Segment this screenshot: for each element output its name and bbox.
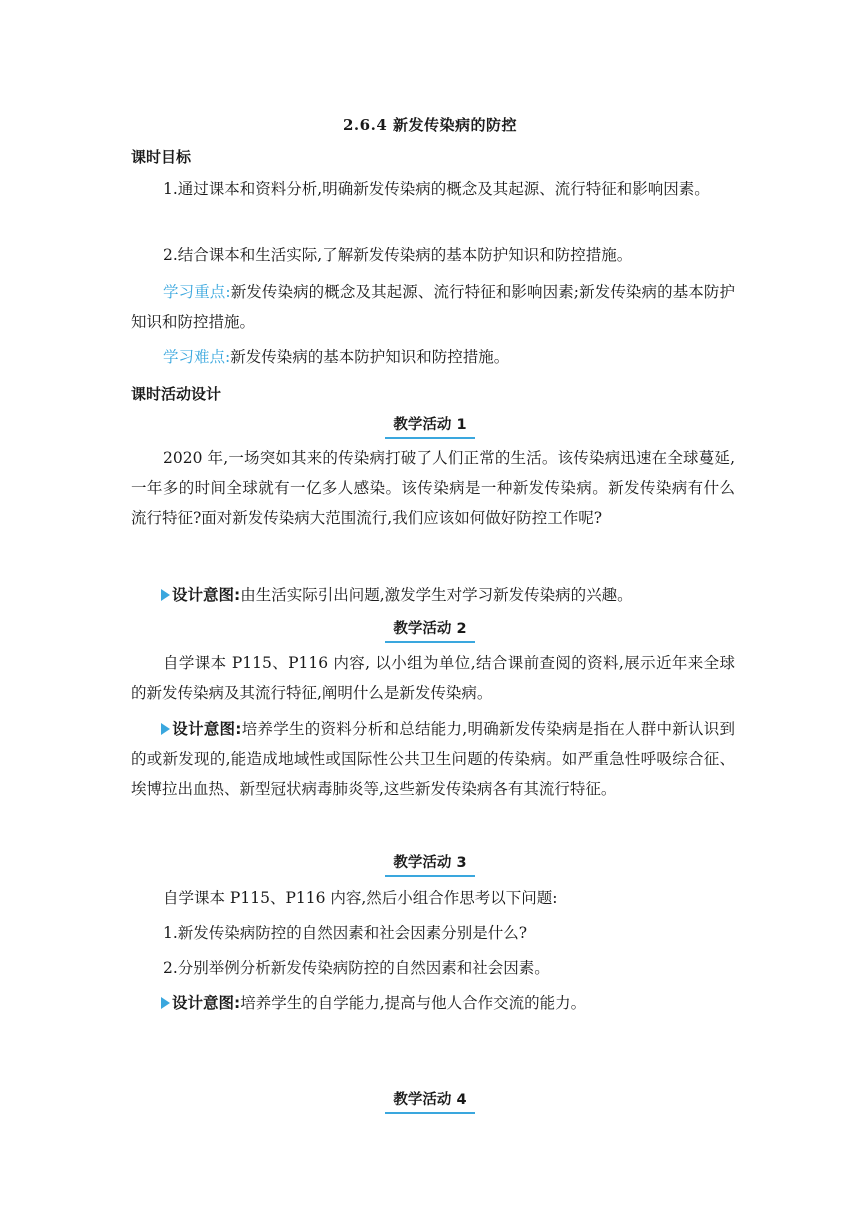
activity-4-header (0, 1088, 860, 1112)
section-heading-design: 课时活动设计 (131, 385, 222, 403)
activity-3-badge: 教学活动 3 (387, 851, 472, 875)
design-intent-text: 培养学生的自学能力,提高与他人合作交流的能力。 (240, 994, 587, 1012)
activity-1-badge: 教学活动 1 (387, 413, 472, 437)
triangle-marker-icon (161, 997, 170, 1009)
design-intent-text: 由生活实际引出问题,激发学生对学习新发传染病的兴趣。 (240, 586, 633, 604)
activity-3-text: 自学课本 P115、P116 内容,然后小组合作思考以下问题: (163, 889, 558, 907)
activity-3-question-2: 2.分别举例分析新发传染病防控的自然因素和社会因素。 (163, 959, 550, 977)
triangle-marker-icon (161, 723, 170, 735)
key-points-text: 新发传染病的概念及其起源、流行特征和影响因素;新发传染病的基本防护知识和防控措施。 (131, 283, 735, 331)
activity-1-header (0, 413, 860, 437)
key-points (131, 277, 735, 337)
difficult-points-text: 新发传染病的基本防护知识和防控措施。 (230, 348, 510, 366)
activity-3-header (0, 851, 860, 875)
activity-1-text: 2020 年,一场突如其来的传染病打破了人们正常的生活。该传染病迅速在全球蔓延,一年多的时间全球就有一亿多人感染。该传染病是一种新发传染病。新发传染病有什么流行特征?面对新发传染病大范围流行,我们应该如何做好防控工作呢? (131, 449, 735, 527)
activity-2-intent (131, 714, 735, 804)
goal-item-1: 1.通过课本和资料分析,明确新发传染病的概念及其起源、流行特征和影响因素。 (163, 180, 710, 198)
design-intent-label: 设计意图: (172, 994, 241, 1012)
activity-3-question-1: 1.新发传染病防控的自然因素和社会因素分别是什么? (163, 924, 528, 942)
activity-2-header (0, 617, 860, 641)
activity-2-badge: 教学活动 2 (387, 617, 472, 641)
design-intent-label: 设计意图: (172, 720, 242, 738)
page-title: 2.6.4 新发传染病的防控 (343, 116, 517, 134)
section-heading-goals: 课时目标 (131, 148, 192, 166)
key-points-label: 学习重点: (163, 283, 231, 301)
design-intent-text: 培养学生的资料分析和总结能力,明确新发传染病是指在人群中新认识到的或新发现的,能造成地域性或国际性公共卫生问题的传染病。如严重急性呼吸综合征、埃博拉出血热、新型冠状病毒肺炎等,这些新发传染病各有其流行特征。 (131, 720, 735, 798)
goal-item-2: 2.结合课本和生活实际,了解新发传染病的基本防护知识和防控措施。 (163, 246, 633, 264)
activity-4-badge: 教学活动 4 (387, 1088, 472, 1112)
difficult-points-label: 学习难点: (163, 348, 231, 366)
difficult-points (131, 342, 735, 372)
design-intent-label: 设计意图: (172, 586, 241, 604)
activity-1-intent (131, 580, 735, 610)
activity-2-text: 自学课本 P115、P116 内容, 以小组为单位,结合课前查阅的资料,展示近年来全球的新发传染病及其流行特征,阐明什么是新发传染病。 (131, 654, 735, 702)
triangle-marker-icon (161, 589, 170, 601)
activity-3-intent (131, 988, 735, 1018)
